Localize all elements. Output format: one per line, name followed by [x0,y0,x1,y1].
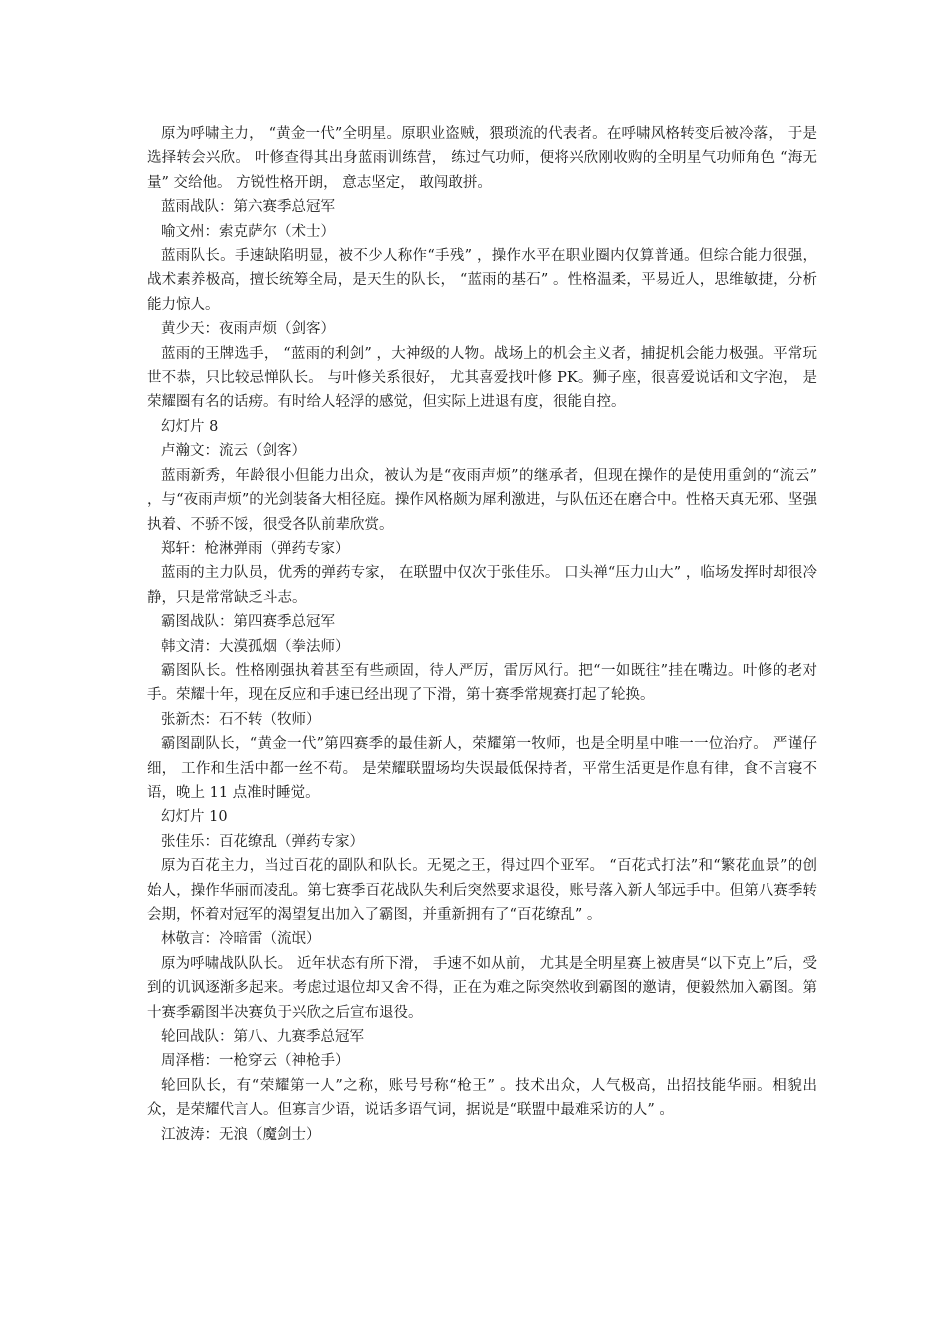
slide-marker-8: 幻灯片 8 [161,418,219,435]
heading-zhang-xinjie: 张新杰：石不转（牧师） [161,711,321,728]
heading-huang-shaotian: 黄少天：夜雨声烦（剑客） [161,321,335,338]
heading-team-batu: 霸图战队：第四赛季总冠军 [161,614,335,631]
paragraph-huang-shaotian: 蓝雨的王牌选手， “蓝雨的利剑” ，大神级的人物。战场上的机会主义者，捕捉机会能力极强。平常玩世不恭，只比较忌惮队长。 与叶修关系很好， 尤其喜爱找叶修 PK。狮子座，很喜爱说话和文字泡， 是荣耀圈有名的话痨。有时给人轻浮的感觉，但实际上进退有度，很能自控。 [147,345,817,411]
paragraph-fang-rui: 原为呼啸主力， “黄金一代”全明星。原职业盗贼，猥琐流的代表者。在呼啸风格转变后被冷落， 于是选择转会兴欣。 叶修查得其出身蓝雨训练营， 练过气功师，便将兴欣刚收购的全明星气功师角色 “海无量” 交给他。 方锐性格开朗， 意志坚定， 敢闯敢拼。 [147,126,817,191]
heading-yu-wenzhou: 喻文州：索克萨尔（术士） [161,223,335,240]
paragraph-zheng-xuan: 蓝雨的主力队员，优秀的弹药专家， 在联盟中仅次于张佳乐。 口头禅“压力山大” ，临场发挥时却很冷静，只是常常缺乏斗志。 [147,565,817,606]
heading-team-lunhui: 轮回战队：第八、九赛季总冠军 [161,1029,364,1046]
heading-zheng-xuan: 郑轩：枪淋弹雨（弹药专家） [161,540,350,557]
heading-zhou-zekai: 周泽楷：一枪穿云（神枪手） [161,1053,350,1070]
heading-zhang-jiale: 张佳乐：百花缭乱（弹药专家） [161,833,364,850]
slide-marker-10: 幻灯片 10 [161,809,228,826]
heading-team-lanyu: 蓝雨战队：第六赛季总冠军 [161,199,335,216]
paragraph-zhou-zekai: 轮回队长，有“荣耀第一人”之称，账号号称“枪王” 。技术出众，人气极高，出招技能华丽。相貌出众，是荣耀代言人。但寡言少语，说话多语气词，据说是“联盟中最难采访的人” 。 [147,1077,817,1119]
paragraph-han-wenqing: 霸图队长。性格刚强执着甚至有些顽固，待人严厉，雷厉风行。把“一如既往”挂在嘴边。叶修的老对手。荣耀十年，现在反应和手速已经出现了下滑，第十赛季常规赛打起了轮换。 [147,662,817,704]
document-page [147,122,817,1147]
heading-han-wenqing: 韩文清：大漠孤烟（拳法师） [161,638,350,655]
paragraph-zhang-jiale: 原为百花主力，当过百花的副队和队长。无冕之王，得过四个亚军。 “百花式打法”和“繁花血景”的创始人，操作华丽而凌乱。第七赛季百花战队失利后突然要求退役，账号落入新人邹远手中。但第八赛季转会期，怀着对冠军的渴望复出加入了霸图，并重新拥有了“百花缭乱” 。 [147,858,817,923]
heading-jiang-botao: 江波涛：无浪（魔剑士） [161,1126,321,1143]
paragraph-zhang-xinjie: 霸图副队长，“黄金一代”第四赛季的最佳新人，荣耀第一牧师，也是全明星中唯一一位治疗。 严谨仔细， 工作和生活中都一丝不苟。 是荣耀联盟场均失误最低保持者，平常生活更是作息有律，食不言寝不语，晚上 11 点准时睡觉。 [147,736,817,801]
heading-lin-jingyan: 林敬言：冷暗雷（流氓） [161,931,321,948]
paragraph-lu-hanwen: 蓝雨新秀，年龄很小但能力出众，被认为是“夜雨声烦”的继承者，但现在操作的是使用重剑的“流云” ，与“夜雨声烦”的光剑装备大相径庭。操作风格颇为犀利激进，与队伍还在磨合中。性格天真无邪、坚强执着、不骄不馁，很受各队前辈欣赏。 [147,467,817,533]
heading-lu-hanwen: 卢瀚文：流云（剑客） [161,443,306,460]
paragraph-lin-jingyan: 原为呼啸战队队长。 近年状态有所下滑， 手速不如从前， 尤其是全明星赛上被唐昊“以下克上”后，受到的讥讽逐渐多起来。考虑过退位却又舍不得，正在为难之际突然收到霸图的邀请，便毅然加入霸图。第十赛季霸图半决赛负于兴欣之后宣布退役。 [147,955,817,1021]
paragraph-yu-wenzhou: 蓝雨队长。手速缺陷明显，被不少人称作“手残” ，操作水平在职业圈内仅算普通。但综合能力很强，战术素养极高，擅长统筹全局，是天生的队长， “蓝雨的基石” 。性格温柔，平易近人，思维敏捷，分析能力惊人。 [147,248,817,313]
